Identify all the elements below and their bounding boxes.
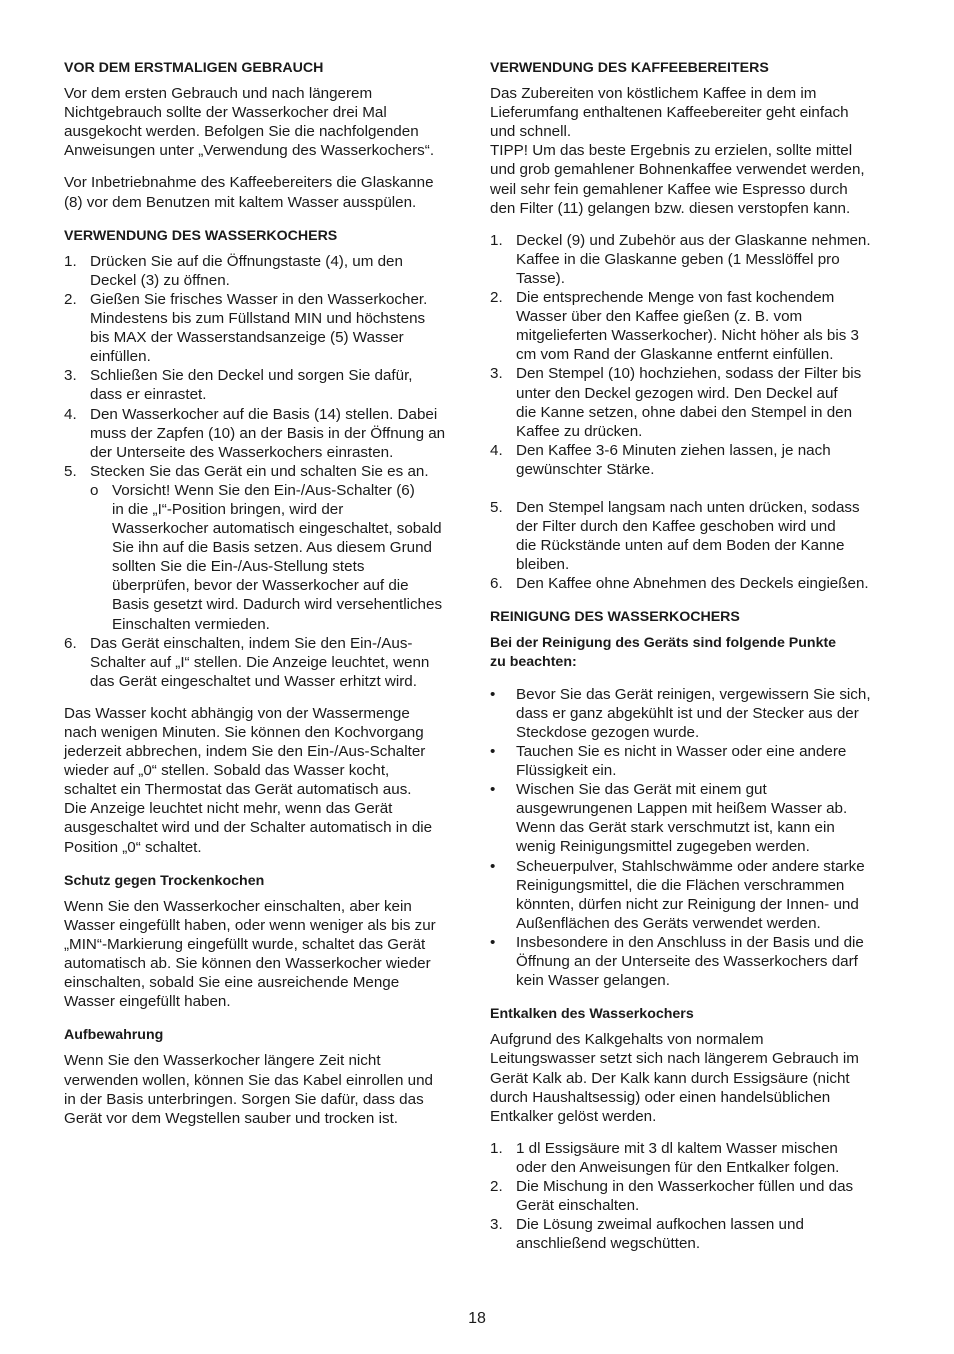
text-line: Leitungswasser setzt sich nach längerem Gebrauch im (490, 1050, 859, 1068)
list-item (490, 780, 890, 856)
list-item (490, 1177, 890, 1215)
text-line: Das Zubereiten von köstlichem Kaffee in dem im (490, 85, 817, 103)
text-line: Den Stempel langsam nach unten drücken, sodass (516, 498, 860, 516)
page-number: 18 (468, 1310, 486, 1327)
text-line: kein Wasser gelangen. (516, 972, 670, 990)
list-item (490, 288, 890, 364)
text-line: Gerät einschalten. (516, 1197, 640, 1215)
text-line: Flüssigkeit ein. (516, 762, 617, 780)
text-line: ausgeschaltet wird und der Schalter automatisch in die (64, 819, 433, 837)
list-number: 1. (490, 1139, 503, 1157)
text-line: automatisch ab. Sie können den Wasserkocher wieder (64, 955, 431, 973)
bullet-icon: • (490, 857, 496, 875)
text-line: könnten, dürfen nicht zur Reinigung der Innen- und (516, 895, 859, 913)
list-item (64, 290, 464, 366)
list-number: 2. (64, 290, 77, 308)
text-line: das Gerät eingeschaltet und Wasser erhitzt wird. (90, 672, 417, 690)
section-cleaning (490, 608, 890, 990)
paragraph (490, 84, 890, 218)
paragraph (64, 1051, 464, 1127)
text-line: Die Anzeige leuchtet nicht mehr, wenn das Gerät (64, 800, 393, 818)
text-line: Stecken Sie das Gerät ein und schalten Sie es an. (90, 462, 429, 480)
list-item (64, 252, 464, 290)
list-item (490, 1139, 890, 1177)
text-line: Wasser über den Kaffee gießen (z. B. vom (516, 308, 803, 326)
text-line: Wenn Sie den Wasserkocher einschalten, aber kein (64, 897, 412, 915)
text-line: Tauchen Sie es nicht in Wasser oder eine andere (516, 743, 847, 760)
text-line: Aufgrund des Kalkgehalts von normalem (490, 1031, 764, 1049)
text-line: Bei der Reinigung des Geräts sind folgende Punkte (490, 634, 837, 651)
list-number: 3. (64, 367, 77, 385)
section-heading: Entkalken des Wasserkochers (490, 1006, 694, 1023)
text-line: in der Basis unterbringen. Sorgen Sie dafür, dass das (64, 1090, 424, 1108)
text-line: Steckdose gezogen wurde. (516, 723, 700, 741)
text-line: muss der Zapfen (10) an der Basis in der Öffnung an (90, 424, 446, 442)
text-line: durch Haushaltsessig) oder einen handelsüblichen (490, 1088, 831, 1106)
text-line: Einschalten vermieden. (112, 615, 270, 633)
text-line: Nichtgebrauch sollte der Wasserkocher drei Mal (64, 104, 387, 122)
list-number: 1. (490, 231, 503, 249)
text-line: Kaffee in die Glaskanne geben (1 Messlöffel pro (516, 250, 840, 268)
text-line: Den Kaffee 3-6 Minuten ziehen lassen, je nach (516, 441, 831, 459)
text-line: die Kanne setzen, ohne dabei den Stempel in den (516, 403, 853, 421)
text-line: wieder auf „0“ stellen. Sobald das Wasser kocht, (64, 762, 390, 780)
text-line: oder den Anweisungen für den Entkalker folgen. (516, 1158, 840, 1176)
list-number: 5. (64, 462, 77, 480)
text-line: Wasser eingefüllt haben. (64, 993, 231, 1011)
text-line: Wischen Sie das Gerät mit einem gut (516, 781, 767, 799)
text-line: sollten Sie die Ein-/Aus-Stellung stets (112, 558, 365, 576)
section-heading: Schutz gegen Trockenkochen (64, 872, 265, 889)
text-line: Drücken Sie auf die Öffnungstaste (4), um den (90, 252, 403, 270)
text-line: Anweisungen unter „Verwendung des Wasserkochers“. (64, 142, 435, 160)
left-column (64, 59, 464, 1143)
section-heading: VOR DEM ERSTMALIGEN GEBRAUCH (64, 60, 324, 76)
list-item (490, 685, 890, 742)
bullet-list (490, 685, 890, 991)
list-number: 5. (490, 498, 503, 516)
text-line: Vor dem ersten Gebrauch und nach längerem (64, 85, 373, 103)
section-first-use (64, 59, 464, 212)
numbered-list (64, 252, 464, 691)
text-line: bis MAX der Wasserstandsanzeige (5) Wasser (90, 329, 404, 347)
section-kettle-use (64, 227, 464, 857)
text-line: Deckel (9) und Zubehör aus der Glaskanne nehmen. (516, 231, 871, 249)
section-heading: Aufbewahrung (64, 1027, 164, 1044)
text-line: dass er einrastet. (90, 386, 207, 404)
text-line: anschließend wegschütten. (516, 1235, 701, 1253)
text-line: Entkalker gelöst werden. (490, 1107, 657, 1125)
section-heading: REINIGUNG DES WASSERKOCHERS (490, 609, 740, 626)
text-line: verwenden wollen, können Sie das Kabel einrollen und (64, 1071, 433, 1089)
text-line: nach wenigen Minuten. Sie können den Kochvorgang (64, 724, 424, 741)
text-line: Reinigungsmittel, die die Flächen verschrammen (516, 876, 845, 894)
list-item (490, 742, 890, 780)
text-line: Kaffee zu drücken. (516, 422, 643, 440)
text-line: Öffnung an der Unterseite des Wasserkochers darf (516, 953, 858, 971)
text-line: überprüfen, bevor der Wasserkocher auf die (112, 577, 409, 595)
text-line: Den Wasserkocher auf die Basis (14) stellen. Dabei (90, 405, 438, 423)
bullet-icon: • (490, 685, 496, 703)
text-line: weil sehr fein gemahlener Kaffee wie Espresso durch (490, 180, 848, 198)
text-line: in die „I“-Position bringen, wird der (112, 500, 344, 518)
text-line: Die Lösung zweimal aufkochen lassen und (516, 1216, 804, 1234)
text-line: Vor Inbetriebnahme des Kaffeebereiters die Glaskanne (64, 174, 434, 192)
text-line: Außenflächen des Geräts verwendet werden. (516, 914, 821, 932)
list-number: 2. (490, 289, 503, 307)
list-subitem (64, 481, 464, 634)
section-heading: VERWENDUNG DES KAFFEEBEREITERS (490, 60, 769, 76)
text-line: Scheuerpulver, Stahlschwämme oder andere starke (516, 857, 865, 875)
text-line: unter den Deckel gezogen wird. Den Deckel auf (516, 384, 838, 402)
paragraph (64, 897, 464, 1012)
text-line: mitgelieferten Wasserkocher). Nicht höher als bis 3 (516, 327, 859, 345)
text-line: und grob gemahlener Bohnenkaffee verwendet werden, (490, 161, 865, 179)
text-line: Insbesondere in den Anschluss in der Basis und die (516, 933, 864, 951)
bold-intro (490, 634, 890, 672)
text-line: bleiben. (516, 556, 570, 574)
numbered-list (490, 1139, 890, 1254)
text-line: Mindestens bis zum Füllstand MIN und höchstens (90, 310, 426, 328)
text-line: Wasser eingefüllt haben, oder wenn weniger als bis zur (64, 916, 436, 934)
text-line: die Rückstände unten auf dem Boden der Kanne (516, 537, 845, 555)
list-number: 4. (64, 405, 77, 423)
text-line: Wasserkocher automatisch eingeschaltet, sobald (112, 520, 442, 538)
numbered-list (490, 231, 890, 594)
bullet-icon: • (490, 933, 496, 951)
text-line: Schließen Sie den Deckel und sorgen Sie dafür, (90, 367, 413, 385)
text-line: Das Wasser kocht abhängig von der Wassermenge (64, 704, 410, 722)
text-line: Den Kaffee ohne Abnehmen des Deckels eingießen. (516, 575, 869, 593)
text-line: Sie ihn auf die Basis setzen. Aus diesem Grund (112, 539, 432, 557)
text-line: Deckel (3) zu öffnen. (90, 271, 230, 289)
list-item (490, 231, 890, 288)
text-line: einschalten, sobald Sie eine ausreichende Menge (64, 974, 400, 992)
text-line: Die entsprechende Menge von fast kochendem (516, 289, 835, 307)
list-item (490, 498, 890, 574)
list-number: 3. (490, 365, 503, 383)
text-line: 1 dl Essigsäure mit 3 dl kaltem Wasser mischen (516, 1139, 838, 1157)
text-line: Den Stempel (10) hochziehen, sodass der Filter bis (516, 365, 862, 383)
list-number: 6. (64, 634, 77, 652)
text-line: Bevor Sie das Gerät reinigen, vergewissern Sie sich, (516, 685, 871, 703)
text-line: dass er ganz abgekühlt ist und der Stecker aus der (516, 704, 859, 722)
text-line: Gerät Kalk ab. Der Kalk kann durch Essigsäure (nicht (490, 1069, 850, 1087)
paragraph (64, 704, 464, 857)
text-line: jederzeit abbrechen, indem Sie den Ein-/Aus-Schalter (64, 743, 426, 761)
list-item (64, 462, 464, 481)
text-line: „MIN“-Markierung eingefüllt wurde, schaltet das Gerät (64, 935, 426, 953)
text-line: Position „0“ schaltet. (64, 838, 202, 856)
section-descaling (490, 1005, 890, 1253)
paragraph (64, 84, 464, 160)
text-line: Gerät vor dem Wegstellen sauber und trocken ist. (64, 1109, 399, 1127)
text-line: TIPP! Um das beste Ergebnis zu erzielen, sollte mittel (490, 142, 853, 160)
paragraph (490, 1030, 890, 1125)
text-line: (8) vor dem Benutzen mit kaltem Wasser ausspülen. (64, 193, 417, 211)
text-line: cm vom Rand der Glaskanne entfernt einfüllen. (516, 346, 834, 364)
text-line: den Filter (11) gelangen bzw. diesen verstopfen kann. (490, 199, 851, 217)
section-storage (64, 1026, 464, 1127)
text-line: Schalter auf „I“ stellen. Die Anzeige leuchtet, wenn (90, 653, 430, 671)
section-dry-boil (64, 872, 464, 1012)
text-line: Die Mischung in den Wasserkocher füllen und das (516, 1177, 854, 1195)
paragraph (64, 173, 464, 211)
text-line: schaltet ein Thermostat das Gerät automatisch aus. (64, 781, 412, 799)
bullet-icon: • (490, 743, 496, 760)
list-item (490, 933, 890, 990)
list-item (64, 634, 464, 691)
list-item (64, 405, 464, 462)
text-line: Gießen Sie frisches Wasser in den Wasserkocher. (90, 290, 428, 308)
text-line: ausgewrungenen Lappen mit heißem Wasser ab. (516, 800, 848, 818)
text-line: einfüllen. (90, 348, 151, 366)
text-line: Wenn Sie den Wasserkocher längere Zeit nicht (64, 1052, 381, 1070)
text-line: Wenn das Gerät stark verschmutzt ist, kann ein (516, 819, 835, 837)
text-line: Das Gerät einschalten, indem Sie den Ein-/Aus- (90, 634, 413, 652)
text-line: Vorsicht! Wenn Sie den Ein-/Aus-Schalter (6) (112, 481, 415, 499)
text-line: Tasse). (516, 269, 565, 287)
text-line: der Filter durch den Kaffee geschoben wird und (516, 518, 836, 536)
text-line: zu beachten: (490, 653, 577, 670)
list-number: 2. (490, 1177, 503, 1195)
text-line: der Unterseite des Wasserkochers einrasten. (90, 443, 394, 461)
right-column (490, 59, 890, 1268)
list-item (490, 441, 890, 479)
list-number: 6. (490, 575, 503, 593)
text-line: gewünschter Stärke. (516, 460, 655, 478)
text-line: ausgekocht werden. Befolgen Sie die nachfolgenden (64, 123, 419, 141)
sub-bullet: o (90, 481, 99, 499)
list-number: 1. (64, 252, 77, 270)
text-line: Basis gesetzt wird. Dadurch wird versehentliches (112, 596, 443, 614)
bullet-icon: • (490, 781, 496, 799)
list-item (490, 364, 890, 440)
text-line: und schnell. (490, 123, 572, 141)
list-item (64, 366, 464, 404)
list-item (490, 1215, 890, 1253)
list-item (490, 574, 890, 593)
list-number: 4. (490, 441, 503, 459)
text-line: Lieferumfang enthaltenen Kaffeebereiter geht einfach (490, 104, 849, 122)
section-coffee-maker (490, 59, 890, 593)
list-number: 3. (490, 1216, 503, 1234)
section-heading: VERWENDUNG DES WASSERKOCHERS (64, 227, 338, 244)
list-item (490, 857, 890, 933)
text-line: wenig Reinigungsmittel zugegeben werden. (516, 838, 810, 856)
